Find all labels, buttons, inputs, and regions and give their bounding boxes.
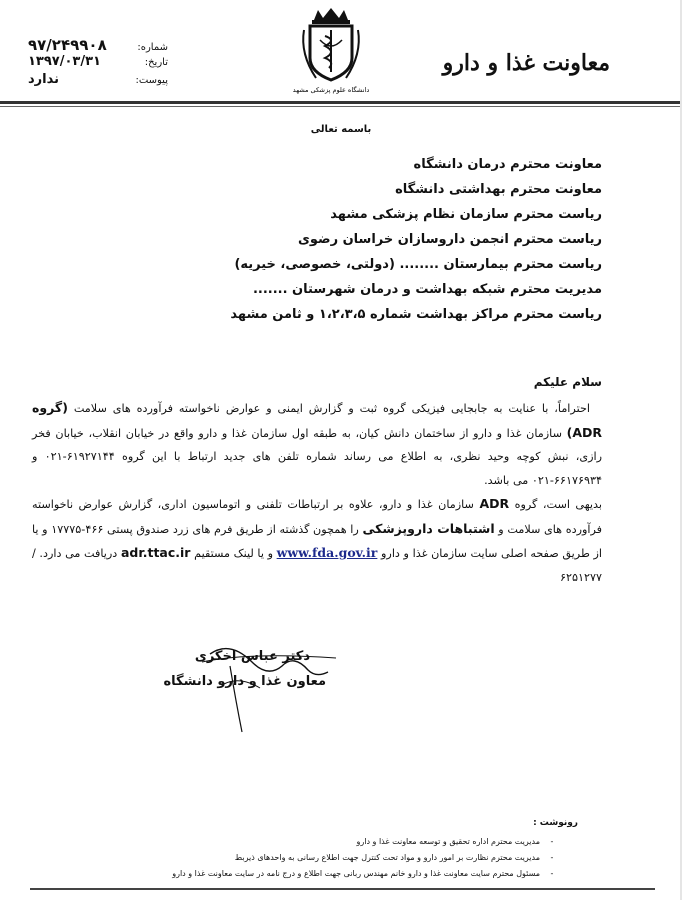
recipient-line: ریاست محترم بیمارستان ........ (دولتی، خصوصی، خیریه) xyxy=(234,257,602,272)
cc-item-text: مدیریت محترم نظارت بر امور دارو و مواد تحت کنترل جهت اطلاع رسانی به واحدهای ذیربط xyxy=(234,853,540,862)
date-value: ۱۳۹۷/۰۳/۳۱ xyxy=(28,54,101,69)
recipients-list xyxy=(230,152,602,327)
p1-text-2: سازمان غذا و دارو از ساختمان دانش کیان، به طبقه اول سازمان غذا و دارو واقع در خیابان انقلاب، خیابان فخر رازی، نبش کوچه وحید نظری، به اطلاع می رساند شماره تلفن های جدید ارتباط با این گروه ۶۱۹۲۷۱۴۴-۰۲۱ و ۶۶۱۷۶۹۳۴-۰۲۱ می باشد. xyxy=(32,426,602,487)
recipient-line: ریاست محترم مراکز بهداشت شماره ۱،۲،۳،۵ و ثامن مشهد xyxy=(230,307,602,322)
letter-meta xyxy=(28,36,168,90)
footer-divider xyxy=(30,888,655,890)
cc-title: رونوشت : xyxy=(533,818,578,828)
basmala: باسمه تعالی xyxy=(310,124,372,135)
university-logo xyxy=(292,6,370,96)
p2-text-3: را همچون گذشته از طریق فرم های زرد صندوق پستی ۴۶۶-۱۷۷۷۵ و یا از طریق صفحه اصلی سایت سازمان غذا و دارو xyxy=(32,522,603,560)
paragraph-1 xyxy=(32,396,602,492)
meta-attachment-row xyxy=(28,72,168,90)
p2-text-2: سازمان غذا و دارو، علاوه بر ارتباطات تلفنی و اتوماسیون اداری، گزارش عوارض ناخواسته فرآورده های سلامت و xyxy=(32,498,603,536)
date-label: تاریخ: xyxy=(144,57,168,68)
cc-dash: - xyxy=(550,869,554,878)
recipient-line: معاونت محترم درمان دانشگاه xyxy=(413,157,602,172)
logo-caption: دانشگاه علوم پزشکی مشهد xyxy=(292,86,370,94)
meta-date-row xyxy=(28,54,168,72)
number-label: شماره: xyxy=(137,42,168,53)
recipient-line: معاونت محترم بهداشتی دانشگاه xyxy=(395,182,602,197)
adr-direct-link[interactable]: adr.ttac.ir xyxy=(120,545,191,560)
cc-item xyxy=(172,834,564,850)
p2-text-4: و یا لینک مستقیم xyxy=(194,547,273,560)
cc-item xyxy=(172,866,564,882)
attachment-label: پیوست: xyxy=(135,75,168,86)
meta-number-row xyxy=(28,36,168,54)
header-divider-thin xyxy=(0,106,682,107)
header-divider xyxy=(0,101,682,104)
signatory-name: دکتر عباس اخگری xyxy=(194,649,310,664)
greeting: سلام علیکم xyxy=(533,375,602,389)
cc-dash: - xyxy=(550,837,554,846)
recipient-line: ریاست محترم انجمن داروسازان خراسان رضوی xyxy=(297,232,602,247)
signatory-title: معاون غذا و دارو دانشگاه xyxy=(163,674,326,689)
fda-website-link[interactable]: www.fda.gov.ir xyxy=(276,545,378,560)
paragraph-2 xyxy=(32,492,602,589)
p1-bold-group: (گروه ADR) xyxy=(32,400,602,440)
cc-item-text: مسئول محترم سایت معاونت غذا و دارو خانم مهندس ربانی جهت اطلاع و درج نامه در سایت معاونت غذا و دارو xyxy=(172,869,540,878)
attachment-value: ندارد xyxy=(28,72,60,87)
organization-title: معاونت غذا و دارو xyxy=(442,50,610,76)
recipient-line: مدیریت محترم شبکه بهداشت و درمان شهرستان ....... xyxy=(252,282,602,297)
cc-item xyxy=(172,850,564,866)
p1-text-1: احتراماً، با عنایت به جابجایی فیزیکی گروه ثبت و گزارش ایمنی و عوارض ناخواسته فرآورده های سلامت xyxy=(73,402,590,415)
recipient-line: ریاست محترم سازمان نظام پزشکی مشهد xyxy=(330,207,602,222)
cc-dash: - xyxy=(550,853,554,862)
cc-item-text: مدیریت محترم اداره تحقیق و توسعه معاونت غذا و دارو xyxy=(356,837,540,846)
number-value: ۹۷/۲۴۹۹۰۸ xyxy=(28,36,107,54)
cc-list xyxy=(172,834,564,882)
letter-body xyxy=(32,396,602,589)
p2-bold-adr: ADR xyxy=(479,496,510,511)
p2-bold-medication-errors: اشتباهات داروپزشکی xyxy=(362,520,495,536)
p2-text-5: دریافت می دارد. /۶۲۵۱۲۷۷ xyxy=(32,547,602,584)
p2-text-1: بدیهی است، گروه xyxy=(514,498,603,511)
